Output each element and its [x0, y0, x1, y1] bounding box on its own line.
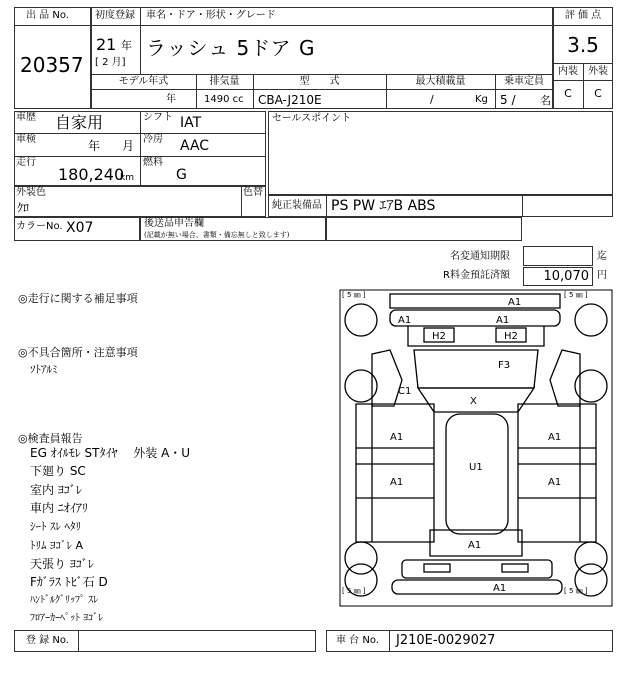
inspector-line: 下廻り SC: [30, 464, 86, 478]
mark-rear-hatch: A1: [468, 540, 482, 551]
displacement-label: 排気量: [209, 76, 240, 87]
chassis-label: 車 台 No.: [336, 635, 379, 646]
inspector-line: 車内 ﾆｵｲｱﾘ: [30, 501, 88, 515]
year-unit: 年: [121, 39, 132, 52]
aftermarket-label: 後送品申告欄: [144, 218, 204, 229]
inspection-year: 年: [88, 139, 101, 153]
reg-label: 初度登録: [95, 10, 135, 21]
mark-front-bumper: A1: [508, 297, 522, 308]
mark-roof: U1: [469, 462, 483, 473]
name-change-box: [523, 246, 593, 266]
capacity-label: 乗車定員: [504, 76, 544, 87]
recycle-value: 10,070: [543, 269, 589, 284]
ac-label: 冷房: [143, 134, 163, 145]
type-label: 型 式: [299, 76, 340, 87]
interior-grade: C: [564, 87, 572, 100]
exterior-label: 外装: [588, 66, 608, 77]
model-year-unit: 年: [166, 94, 176, 105]
name-label: 車名・ドア・形状・グレード: [146, 10, 276, 21]
name-change-unit: 迄: [597, 251, 607, 262]
mark-headlight-right: H2: [504, 331, 518, 342]
defect-notes-label: ◎不具合箇所・注意事項: [18, 346, 138, 359]
inspector-line: 室内 ﾖｺﾞﾚ: [30, 483, 82, 497]
mark-hood: X: [470, 396, 477, 407]
shift-value: IAT: [180, 115, 202, 131]
aftermarket-note: (記載が無い場合、書類・備忘無しと致します): [144, 231, 290, 239]
mileage-value: 180,240: [58, 165, 125, 184]
type-value: CBA-J210E: [258, 93, 322, 107]
equipment-value: PS PW ｴｱB ABS: [331, 198, 436, 214]
color-change-label: 色替: [243, 187, 263, 198]
lot-label: 出 品 No.: [26, 10, 69, 21]
mark-headlight-left: H2: [432, 331, 446, 342]
inspection-label: 車検: [16, 134, 36, 145]
inspector-label: ◎検査員報告: [18, 432, 83, 445]
recycle-unit: 円: [597, 270, 607, 281]
mark-front-left: A1: [398, 315, 412, 326]
color-no-value: X07: [66, 220, 94, 236]
maxload-label: 最大積載量: [415, 76, 466, 87]
mark-door-rf: A1: [548, 432, 562, 443]
inspection-month: 月: [122, 139, 135, 153]
inspector-line: 天張り ﾖｺﾞﾚ: [30, 557, 94, 571]
drive-notes-label: ◎走行に関する補足事項: [18, 292, 138, 305]
capacity-unit: 名: [540, 94, 551, 107]
tire-depth-bl: [ 5 ㎜ ]: [342, 587, 366, 595]
equipment-label: 純正装備品: [272, 200, 322, 211]
score-label: 評 価 点: [564, 10, 602, 21]
mark-door-rr: A1: [548, 477, 562, 488]
model-year-label: モデル年式: [118, 76, 169, 87]
usage-value: 自家用: [55, 113, 104, 132]
tire-depth-tl: [ 5 ㎜ ]: [342, 291, 366, 299]
lot-number: 20357: [20, 53, 84, 77]
inspector-line: ｼｰﾄ ｽﾚ ﾍﾀﾘ: [30, 520, 81, 533]
ext-color-box: [14, 186, 266, 217]
inspector-line: ﾊﾝﾄﾞﾙｸﾞﾘｯﾌﾟ ｽﾚ: [30, 595, 99, 606]
ac-value: AAC: [180, 138, 210, 154]
reg-year: 21: [96, 35, 117, 54]
chassis-number: J210E-0029027: [396, 633, 496, 648]
sales-point-label: セールスポイント: [272, 113, 352, 124]
tire-depth-tr: [ 5 ㎜ ]: [564, 291, 588, 299]
inspector-line: ﾄﾘﾑ ﾖｺﾞﾚ A: [30, 539, 84, 552]
name-change-label: 名変通知期限: [450, 251, 510, 262]
fuel-label: 燃料: [143, 157, 163, 168]
mark-door-lr: A1: [390, 477, 404, 488]
defect-notes-text: ｿﾄｱﾙﾐ: [30, 363, 58, 376]
reg-month: [ 2 月]: [95, 57, 126, 68]
car-name: ラッシュ 5ドア G: [146, 36, 316, 60]
color-no-label: カラーNo.: [16, 221, 63, 232]
usage-label: 車歴: [16, 112, 36, 123]
maxload-unit: Kg: [475, 94, 488, 105]
mark-door-lf: A1: [390, 432, 404, 443]
mark-fender: C1: [398, 386, 412, 397]
maxload-value: /: [430, 93, 434, 106]
mark-front-grille: A1: [496, 315, 510, 326]
inspector-line: EG ｵｲﾙﾓﾚ STﾀｲﾔ 外装 A・U: [30, 446, 191, 460]
mark-windshield: F3: [498, 360, 511, 371]
empty-box-right: [326, 217, 522, 241]
ext-color-value: ｸﾛ: [17, 201, 30, 215]
score-value: 3.5: [567, 33, 599, 57]
car-damage-diagram: [338, 288, 614, 608]
mileage-label: 走行: [16, 157, 36, 168]
inspector-line: ﾌﾛｱｰｶｰﾍﾟｯﾄ ﾖｺﾞﾚ: [30, 613, 104, 624]
interior-label: 内装: [558, 66, 578, 77]
exterior-grade: C: [594, 87, 602, 100]
inspector-line: Fｶﾞﾗｽ ﾄﾋﾞ石 D: [30, 575, 108, 589]
recycle-label: R料金預託済額: [443, 270, 510, 281]
shift-label: シフト: [143, 112, 173, 123]
reg-no-label: 登 録 No.: [26, 635, 69, 646]
displacement-value: 1490 cc: [204, 94, 244, 105]
fuel-value: G: [176, 167, 187, 183]
capacity-value: 5 /: [500, 93, 516, 107]
tire-depth-br: [ 5 ㎜ ]: [564, 587, 588, 595]
mileage-unit: km: [120, 173, 134, 183]
ext-color-label: 外装色: [16, 187, 46, 198]
mark-rear-bumper: A1: [493, 583, 507, 594]
